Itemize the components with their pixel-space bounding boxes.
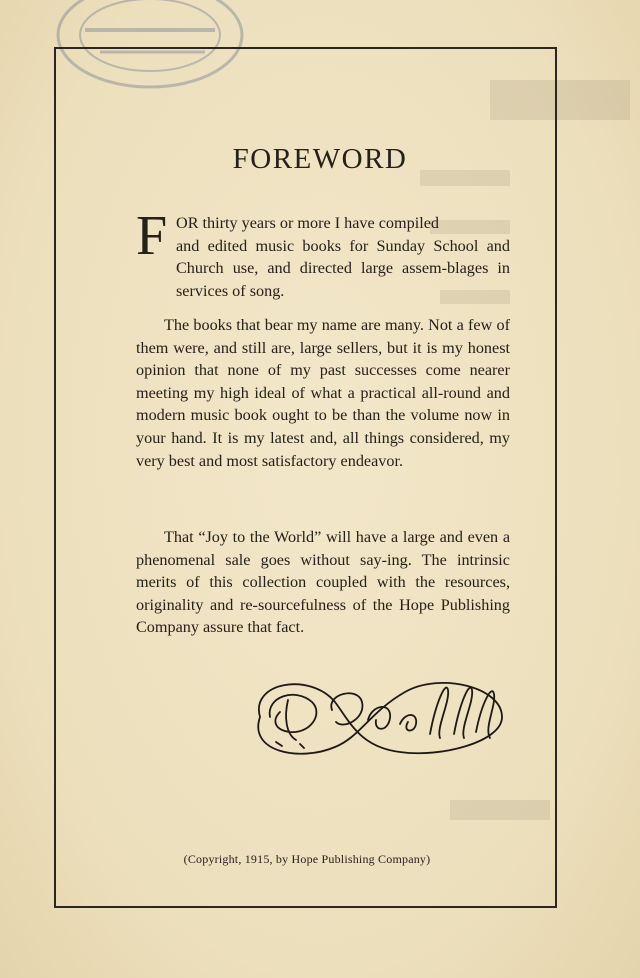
paragraph-1	[136, 212, 510, 302]
paragraph-3	[136, 526, 510, 639]
signature-flourish	[240, 662, 510, 772]
paragraph-2	[136, 314, 510, 472]
paragraph-3-text: That “Joy to the World” will have a large and even a phenomenal sale goes without say-ing. The intrinsic merits of this collection coupled with the resources, originality and re-sourcefulness of the Hope Publishing Company assure that fact.	[136, 528, 510, 637]
page-border-frame	[54, 47, 557, 908]
drop-cap: F	[136, 205, 168, 267]
paragraph-1-first-line: OR thirty years or more I have compiled	[176, 214, 439, 232]
paragraph-1-rest: and edited music books for Sunday School and Church use, and directed large assem-blages in services of song.	[176, 236, 510, 300]
page-title: FOREWORD	[232, 143, 408, 175]
copyright-notice: (Copyright, 1915, by Hope Publishing Company)	[183, 852, 431, 866]
paragraph-2-text: The books that bear my name are many. Not a few of them were, and still are, large sellers, but it is my honest opinion that none of my past successes come nearer meeting my high ideal of what a practical all-round and modern music book ought to be than the volume now in your hand. It is my latest and, all things considered, my very best and most satisfactory endeavor.	[136, 316, 510, 470]
